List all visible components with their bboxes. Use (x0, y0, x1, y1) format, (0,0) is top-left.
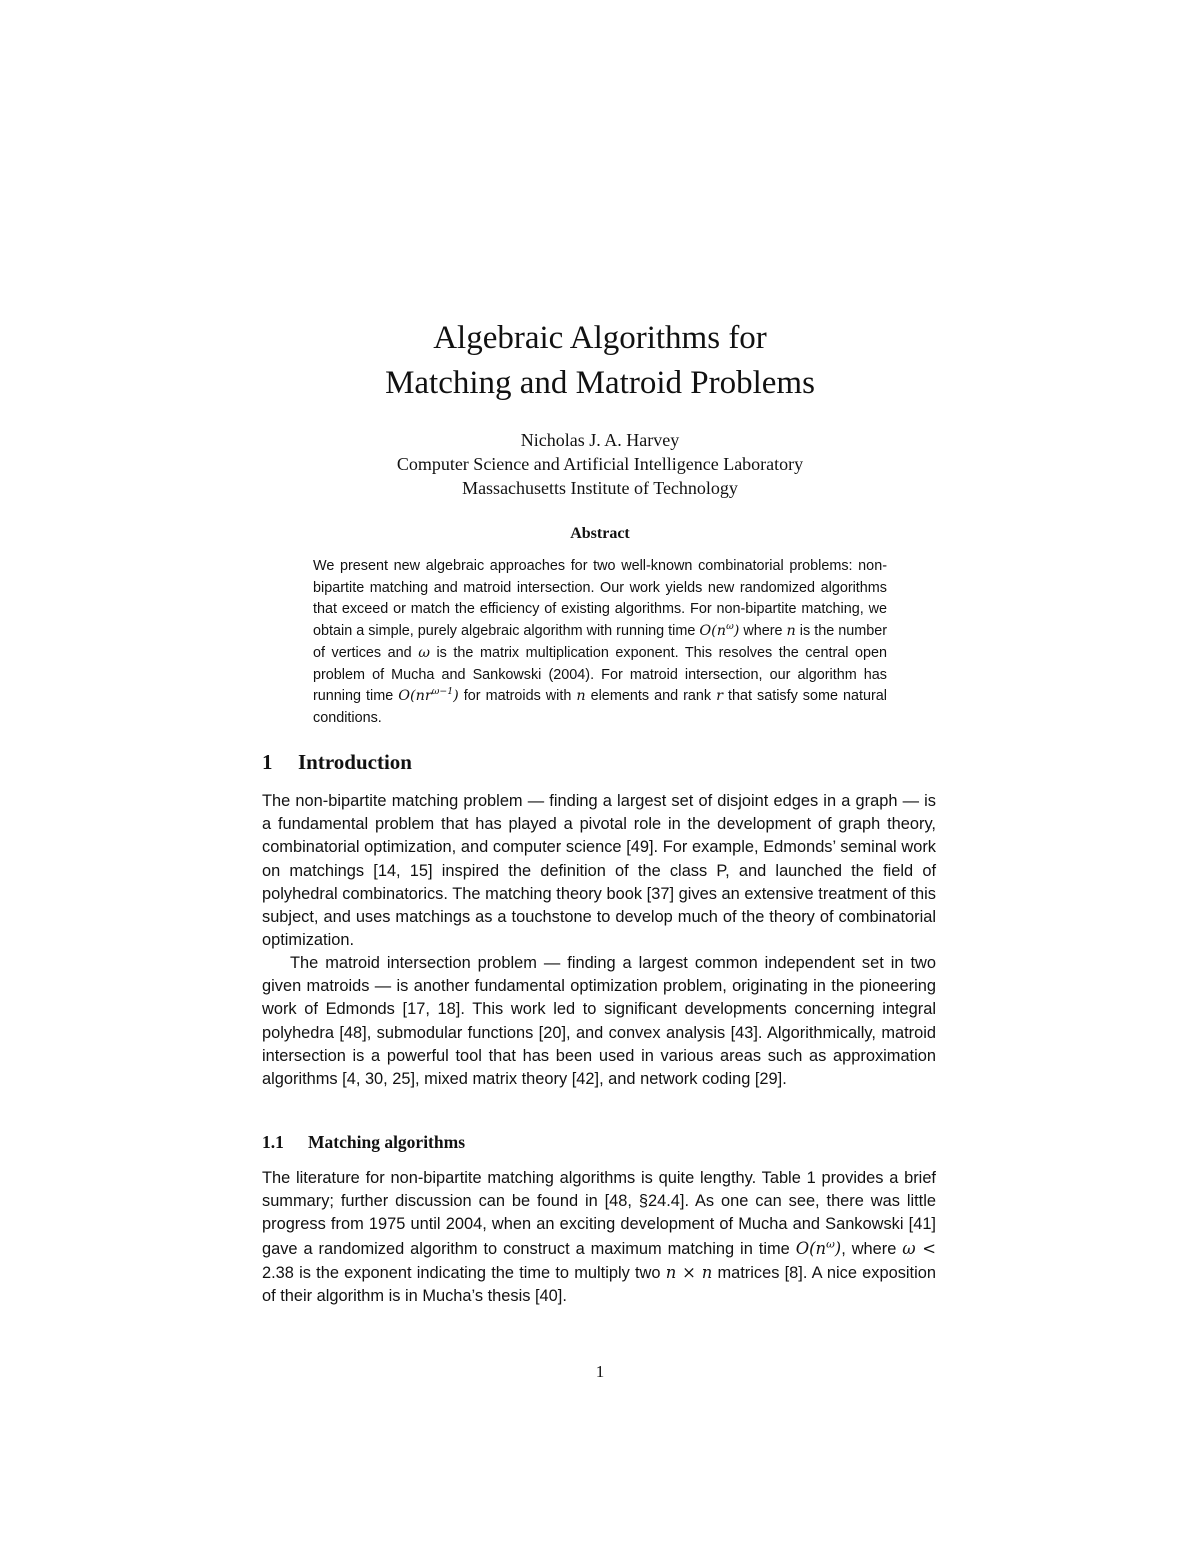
section-number: 1 (262, 750, 273, 774)
author-affiliation-lab: Computer Science and Artificial Intelligence Laboratory (396, 454, 804, 474)
abstract-heading: Abstract (570, 525, 630, 542)
page-number: 1 (595, 1362, 605, 1381)
author-name: Nicholas J. A. Harvey (520, 430, 680, 450)
intro-paragraph-2: The matroid intersection problem — finding a largest common independent set in two given matroids — is another fundamental optimization problem, originating in the pioneering work of Edmonds [17, 18]. This work led to significant developments concerning integral polyhedra [48], submodular functions [20], and convex analysis [43]. Algorithmically, matroid intersection is a powerful tool that has been used in various areas such as approximation algorithms [4, 30, 25], mixed matrix theory [42], and network coding [29]. (262, 954, 936, 1089)
author-affiliation-institute: Massachusetts Institute of Technology (462, 478, 738, 498)
section-title: Introduction (298, 750, 412, 774)
section-heading-introduction (262, 750, 412, 775)
subsection-heading-matching-algorithms (262, 1132, 465, 1153)
intro-paragraph-1: The non-bipartite matching problem — finding a largest set of disjoint edges in a graph — is a fundamental problem that has played a pivotal role in the development of graph theory, combinatorial optimization, and computer science [49]. For example, Edmonds’ seminal work on matchings [14, 15] inspired the definition of the class P, and launched the field of polyhedral combinatorics. The matching theory book [37] gives an extensive treatment of this subject, and uses matchings as a touchstone to develop much of the theory of combinatorial optimization. (262, 792, 936, 950)
matching-paragraph-1: The literature for non-bipartite matching algorithms is quite lengthy. Table 1 provides a brief summary; further discussion can be found in [48, §24.4]. As one can see, there was little progress from 1975 until 2004, when an exciting development of Mucha and Sankowski [41] gave a randomized algorithm to construct a maximum matching in time $O(n^\omega)$, where ω < 2.38 is the exponent indicating the time to multiply two n × n matrices [8]. A nice exposition of their algorithm is in Mucha’s thesis [40]. (262, 1169, 936, 1306)
abstract-text: We present new algebraic approaches for two well-known combinatorial problems: non-bipartite matching and matroid intersection. Our work yields new randomized algorithms that exceed or match the efficiency of existing algorithms. For non-bipartite matching, we obtain a simple, purely algebraic algorithm with running time $O(n^\omega)$ where n is the number of vertices and ω is the matrix multiplication exponent. This resolves the central open problem of Mucha and Sankowski (2004). For matroid intersection, our algorithm has running time $O(nr^{\omega-1})$ for matroids with n elements and rank r that satisfy some natural conditions. (313, 558, 887, 726)
paper-title-line-2: Matching and Matroid Problems (385, 365, 815, 401)
subsection-title: Matching algorithms (308, 1132, 466, 1152)
subsection-number: 1.1 (262, 1132, 284, 1152)
paper-title-line-1: Algebraic Algorithms for (433, 320, 767, 356)
